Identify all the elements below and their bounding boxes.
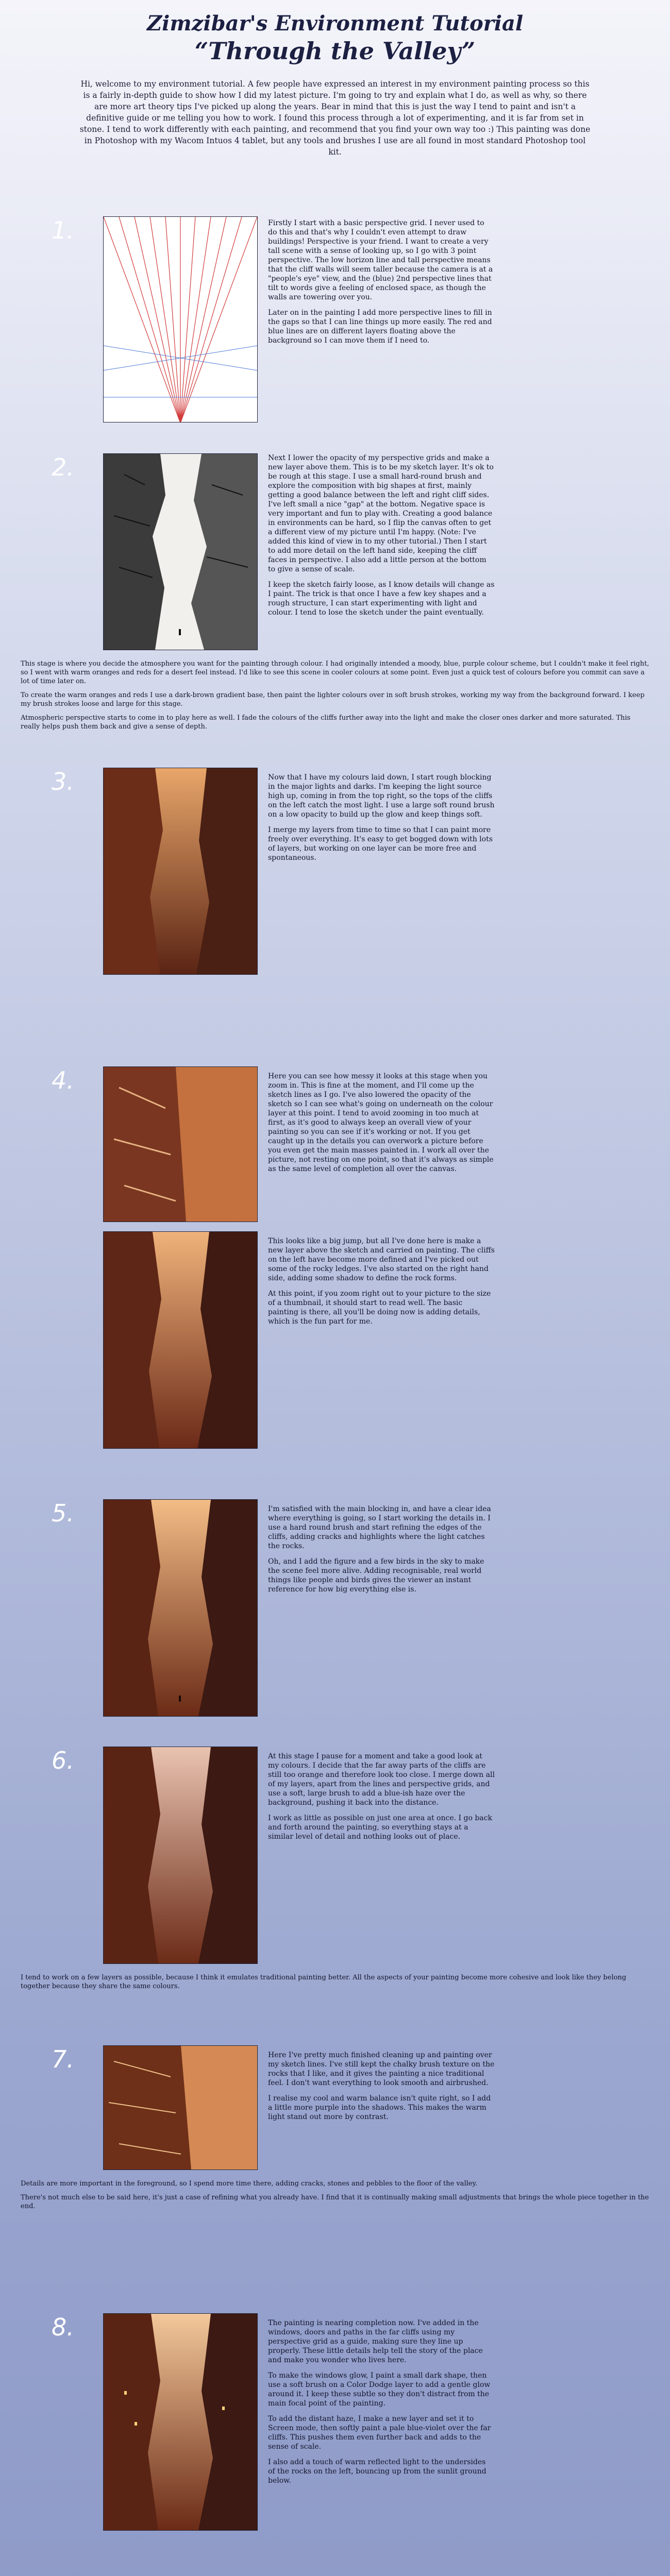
step-number: 4. xyxy=(52,1066,74,1094)
step-paragraph: Now that I have my colours laid down, I start rough blocking in the major lights and darks. I'm keeping the light source high up, coming in from the top right, so the tops of the cliffs on the left catch the most light. I use a large soft round brush on a low opacity to build up the glow and keep things soft. xyxy=(268,773,495,819)
step-2-text xyxy=(268,453,495,623)
step-number: 1. xyxy=(52,216,74,244)
perspective-grid-image xyxy=(103,216,258,422)
step-1 xyxy=(21,211,649,742)
step-1-text xyxy=(268,218,495,351)
intro-paragraph: Hi, welcome to my environment tutorial. A few people have expressed an interest in my environment painting process so this is a fairly in-depth guide to show how I did my latest picture. I'm going to try and explain what I do, as well as why, so there are more art theory tips I've picked up along the years. Bear in mind that this is just the way I tend to paint and isn't a definitive guide or me telling you how to work. I found this process through a lot of experimenting, and it is far from set in stone. I tend to work differently with each painting, and recommend that you find your own way too :) This painting was done in Photoshop with my Wacom Intuos 4 tablet, but any tools and brushes I use are all found in most standard Photoshop tool kit. xyxy=(79,79,591,157)
sketch-image xyxy=(103,453,258,650)
step-paragraph: Firstly I start with a basic perspective grid. I never used to do this and that's why I couldn't even attempt to draw buildings! Perspective is your friend. I want to create a very tall scene with a sense of looking up, so I go with 3 point perspective. The low horizon line and tall perspective means that the cliff walls will seem taller because the camera is at a "people's eye" view, and the (blue) 2nd perspective lines that tilt to words give a feeling of enclosed space, as though the walls are towering over you. xyxy=(268,219,493,301)
step-paragraph: The painting is nearing completion now. I've added in the windows, doors and paths in the far cliffs using my perspective grid as a guide, making sure they line up properly. These little details help tell the story of the place and make you wonder who lives here. xyxy=(268,2319,483,2364)
step-number: 8. xyxy=(52,2313,74,2341)
step-8-text xyxy=(268,2318,495,2492)
extra-paragraph: Atmospheric perspective starts to come in to play here as well. I fade the colours of the cliffs further away into the light and make the closer ones darker and more saturated. This really helps push them back and give a sense of depth. xyxy=(21,714,631,731)
step-4-extra xyxy=(268,1236,495,1332)
step-paragraph: Oh, and I add the figure and a few birds in the sky to make the scene feel more alive. Adding recognisable, real world things like people and birds gives the viewer an instant reference for how big everything else is. xyxy=(268,1557,484,1594)
haze-image xyxy=(103,1747,258,1964)
step-number: 6. xyxy=(52,1747,74,1774)
step-number: 7. xyxy=(52,2045,74,2073)
step-7-extra xyxy=(21,2179,649,2216)
step-number: 5. xyxy=(52,1499,74,1527)
step-number: 2. xyxy=(52,453,74,481)
step-paragraph: To make the windows glow, I paint a small dark shape, then use a soft brush on a Color Dodge layer to add a gentle glow around it. I keep these subtle so they don't distract from the main focal point of the painting. xyxy=(268,2371,491,2408)
step-6-extra xyxy=(21,1973,649,1996)
step-paragraph: Here you can see how messy it looks at this stage when you zoom in. This is fine at the moment, and I'll come up the sketch lines as I go. I've also lowered the opacity of the sketch so I can see what's going on underneath on the colour layer at this point. I tend to avoid zooming in too much at first, as it's good to always keep an overall view of your painting so you can see if it's working or not. If you get caught up in the details you can overwork a picture before you even get the main masses painted in. I work all over the picture, not resting on one point, so that it's always as simple as the same level of completion all over the canvas. xyxy=(268,1072,494,1173)
step-paragraph: I'm satisfied with the main blocking in, and have a clear idea where everything is going, so I start working the details in. I use a hard round brush and start refining the edges of the cliffs, adding cracks and highlights where the light catches the rocks. xyxy=(268,1505,491,1550)
step-3 xyxy=(21,762,649,1051)
step-6-text xyxy=(268,1752,495,1848)
step-7 xyxy=(21,2040,649,2298)
step-4 xyxy=(21,1061,649,1473)
step-3-text xyxy=(268,773,495,869)
tutorial-title: Zimzibar's Environment Tutorial xyxy=(146,11,524,36)
step-paragraph: I work as little as possible on just one area at once. I go back and forth around the painting, so everything stays at a similar level of detail and nothing looks out of place. xyxy=(268,1814,492,1841)
extra-paragraph: To create the warm oranges and reds I use a dark-brown gradient base, then paint the lighter colours over in soft brush strokes, working my way from the background forward. I keep my brush strokes loose and large for this stage. xyxy=(21,691,645,708)
step-5 xyxy=(21,1494,649,1731)
extra-paragraph: At this point, if you zoom right out to your picture to the size of a thumbnail, it should start to read well. The basic painting is there, all you'll be doing now is adding details, which is the fun part for me. xyxy=(268,1290,491,1326)
step-paragraph: I keep the sketch fairly loose, as I know details will change as I paint. The trick is that once I have a few key shapes and a rough structure, I can start experimenting with light and colour. I tend to lose the sketch under the paint eventually. xyxy=(268,581,495,617)
refining-image xyxy=(103,1231,258,1449)
step-7-text xyxy=(268,2050,495,2128)
step-paragraph: Next I lower the opacity of my perspective grids and make a new layer above them. This is to be my sketch layer. It's ok to be rough at this stage. I use a small hard-round brush and explore the composition with big shapes at first, mainly getting a good balance between the left and right cliff sides. I've left small a nice "gap" at the bottom. Negative space is very important and fun to play with. Creating a good balance in environments can be hard, so I flip the canvas often to get a different view of my picture until I'm happy. (Note: I've added this kind of view in to my other tutorial.) Then I start to add more detail on the left hand side, keeping the cliff faces in perspective. I also add a little person at the bottom to give a sense of scale. xyxy=(268,454,494,573)
cleanup-detail-image xyxy=(103,2045,258,2170)
step-number: 3. xyxy=(52,768,74,795)
step-paragraph: I merge my layers from time to time so that I can paint more freely over everything. It's easy to get bogged down with lots of layers, but working on one layer can be more free and spontaneous. xyxy=(268,826,493,862)
extra-paragraph: I also add a touch of warm reflected light to the undersides of the rocks on the left, bouncing up from the sunlit ground below. xyxy=(268,2458,487,2485)
extra-paragraph: This stage is where you decide the atmosphere you want for the painting through colour. I had originally intended a moody, blue, purple colour scheme, but I couldn't make it feel right, so I went with warm oranges and reds for a desert feel instead. I'd like to see this scene in cooler colours at some point. Even just a quick test of colours before you commit can save a lot of time later on. xyxy=(21,660,649,685)
extra-paragraph: Details are more important in the foreground, so I spend more time there, adding cracks, stones and pebbles to the floor of the valley. xyxy=(21,2180,478,2188)
tutorial-subtitle: “Through the Valley” xyxy=(194,37,476,65)
windows-image xyxy=(103,2313,258,2531)
step-paragraph: Here I've pretty much finished cleaning up and painting over my sketch lines. I've still kept the chalky brush texture on the rocks that I like, and it gives the painting a nice traditional feel. I don't want everything to look smooth and airbrushed. xyxy=(268,2051,495,2087)
step-2-extra xyxy=(21,659,649,736)
step-paragraph: Later on in the painting I add more perspective lines to fill in the gaps so that I can line things up more easily. The red and blue lines are on different layers floating above the background so I can move them if I need to. xyxy=(268,309,492,345)
step-8 xyxy=(21,2308,649,2576)
step-6 xyxy=(21,1741,649,2030)
extra-paragraph: To add the distant haze, I make a new layer and set it to Screen mode, then softly paint a pale blue-violet over the far cliffs. This pushes them even further back and adds to the sense of scale. xyxy=(268,2415,491,2451)
step-paragraph: At this stage I pause for a moment and take a good look at my colours. I decide that the far away parts of the cliffs are still too orange and therefore look too close. I merge down all of my layers, apart from the lines and perspective grids, and use a soft, large brush to add a blue-ish haze over the background, pushing it back into the distance. xyxy=(268,1752,495,1807)
details-image xyxy=(103,1499,258,1717)
extra-paragraph: This looks like a big jump, but all I've done here is make a new layer above the sketch and carried on painting. The cliffs on the left have become more defined and I've picked out some of the rocky ledges. I've also started on the right hand side, adding some shadow to define the rock forms. xyxy=(268,1237,495,1282)
extra-paragraph: I tend to work on a few layers as possible, because I think it emulates traditional painting better. All the aspects of your painting become more cohesive and look like they belong together because they share the same colours. xyxy=(21,1974,627,1990)
step-5-text xyxy=(268,1504,495,1600)
colour-blocking-image xyxy=(103,768,258,975)
step-4-text xyxy=(268,1072,495,1180)
zoomed-detail-image xyxy=(103,1066,258,1222)
extra-paragraph: There's not much else to be said here, it's just a case of refining what you already have. I find that it is continually making small adjustments that brings the whole piece together in the end. xyxy=(21,2194,649,2210)
step-paragraph: I realise my cool and warm balance isn't quite right, so I add a little more purple into the shadows. This makes the warm light stand out more by contrast. xyxy=(268,2094,491,2121)
